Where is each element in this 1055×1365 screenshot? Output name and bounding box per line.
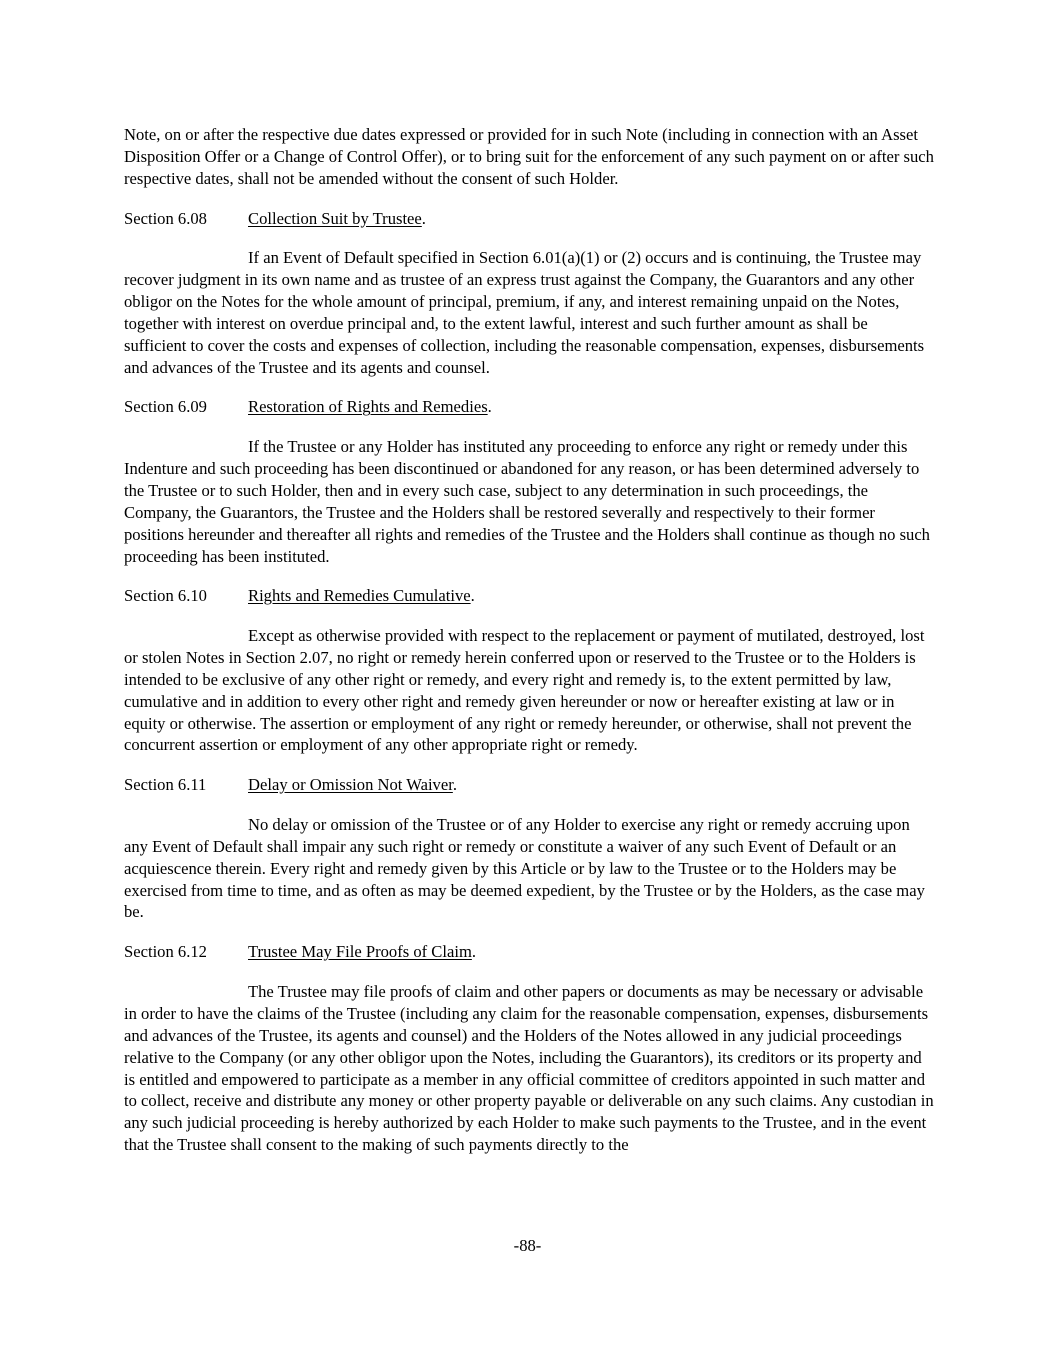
page-number: -88- [513,1236,542,1255]
section-body-6-11: No delay or omission of the Trustee or of any Holder to exercise any right or remedy accruing upon any Event of Default shall impair any such right or remedy or constitute a waiver of any such Event of Default or an acquiescence therein. Every right and remedy given by this Article or by law to the Trustee or to the Holders may be exercised from time to time, and as often as may be deemed expedient, by the Trustee or by the Holders, as the case may be. [124,815,925,922]
section-number: Section 6.10 [124,586,207,606]
section-title: Collection Suit by Trustee [248,208,422,228]
section-number: Section 6.12 [124,942,207,962]
section-number: Section 6.11 [124,775,207,795]
section-number: Section 6.09 [124,397,207,417]
section-heading-6-11: Section 6.11 Delay or Omission Not Waiver. [124,775,457,795]
section-title: Trustee May File Proofs of Claim [248,942,472,962]
section-body-6-12: The Trustee may file proofs of claim and other papers or documents as may be necessary or advisable in order to have the claims of the Trustee (including any claim for the reasonable compensation, expenses, disbursements and advances of the Trustee, its agents and counsel) and the Holders of the Notes allowed in any judicial proceedings relative to the Company (or any other obligor upon the Notes, including the Guarantors), its creditors or its property and is entitled and empowered to participate as a member in any official committee of creditors appointed in such matter and to collect, receive and distribute any money or other property payable or deliverable on any such claims. Any custodian in any such judicial proceeding is hereby authorized by each Holder to make such payments to the Trustee, and in the event that the Trustee shall consent to the making of such payments directly to the [124,982,934,1155]
section-body-6-09: If the Trustee or any Holder has instituted any proceeding to enforce any right or remedy under this Indenture and such proceeding has been discontinued or abandoned for any reason, or has been determined adversely to the Trustee or to such Holder, then and in every such case, subject to any determination in such proceedings, the Company, the Guarantors, the Trustee and the Holders shall be restored severally and respectively to their former positions hereunder and thereafter all rights and remedies of the Trustee and the Holders shall continue as though no such proceeding has been instituted. [124,437,930,566]
section-heading-6-12: Section 6.12 Trustee May File Proofs of Claim. [124,942,477,962]
section-body-6-10: Except as otherwise provided with respect to the replacement or payment of mutilated, destroyed, lost or stolen Notes in Section 2.07, no right or remedy herein conferred upon or reserved to the Trustee or to the Holders is intended to be exclusive of any other right or remedy, and every right and remedy is, to the extent permitted by law, cumulative and in addition to every other right and remedy given hereunder or now or hereafter existing at law or in equity or otherwise. The assertion or employment of any right or remedy hereunder, or otherwise, shall not prevent the concurrent assertion or employment of any other appropriate right or remedy. [124,626,925,755]
section-body-6-08: If an Event of Default specified in Section 6.01(a)(1) or (2) occurs and is continuing, the Trustee may recover judgment in its own name and as trustee of an express trust against the Company, the Guarantors and any other obligor on the Notes for the whole amount of principal, premium, if any, and interest remaining unpaid on the Notes, together with interest on overdue principal and, to the extent lawful, interest and such further amount as shall be sufficient to cover the costs and expenses of collection, including the reasonable compensation, expenses, disbursements and advances of the Trustee and its agents and counsel. [124,248,925,377]
section-number: Section 6.08 [124,208,207,228]
section-title: Delay or Omission Not Waiver [248,775,453,795]
section-heading-6-09: Section 6.09 Restoration of Rights and Remedies. [124,397,492,417]
section-heading-6-08: Section 6.08 Collection Suit by Trustee. [124,208,426,228]
continuation-paragraph: Note, on or after the respective due dates expressed or provided for in such Note (including in connection with an Asset Disposition Offer or a Change of Control Offer), or to bring suit for the enforcement of any such payment on or after such respective dates, shall not be amended without the consent of such Holder. [124,125,934,188]
section-title: Restoration of Rights and Remedies [248,397,488,417]
section-title: Rights and Remedies Cumulative [248,586,471,606]
section-heading-6-10: Section 6.10 Rights and Remedies Cumulative. [124,586,475,606]
document-page [124,124,934,1156]
